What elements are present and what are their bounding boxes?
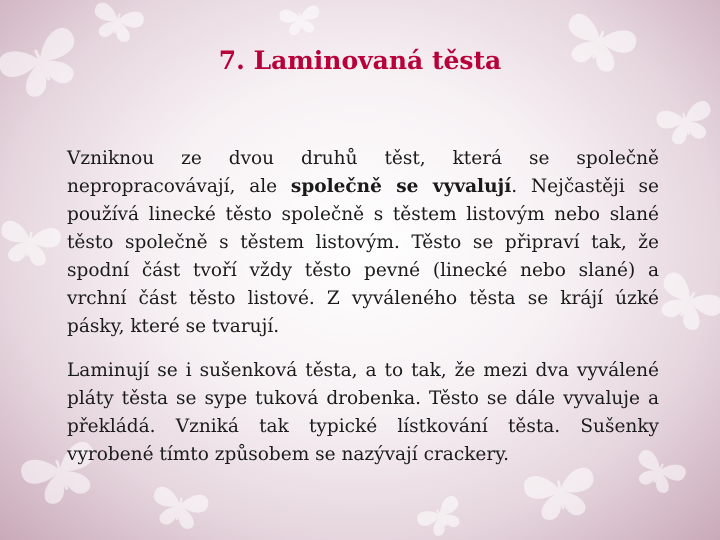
butterfly-icon (279, 5, 322, 37)
butterfly-icon (89, 1, 146, 46)
butterfly-icon (148, 485, 209, 532)
paragraph-2: Laminují se i sušenková těsta, a to tak, že mezi dva vyválené pláty těsta se sype tuková drobenka. Těsto se dále vyvaluje a překládá. Vzniká tak typické lístkování těsta. Sušenky vyrobené tímto způsobem se nazývají crackery. (67, 360, 659, 465)
paragraph-1-text-end: . Nejčastěji se používá linecké těsto společně s těstem listovým nebo slané těsto společně s těstem listovým. Těsto se připraví tak, že spodní část tvoří vždy těsto pevné (linecké nebo slané) a vrchní část těsto listové. Z vyváleného těsta se krájí úzké pásky, které se tvarují. (67, 176, 659, 337)
slide-content (67, 145, 659, 485)
butterfly-icon (415, 494, 469, 540)
butterfly-icon (0, 219, 62, 268)
paragraph-1 (67, 145, 659, 341)
slide-title: 7. Laminovaná těsta (218, 46, 502, 75)
butterfly-icon (649, 269, 720, 339)
butterfly-icon (655, 99, 718, 148)
paragraph-1-emphasis: společně se vyvalují (290, 176, 512, 197)
paragraph-1-text-start: Vzniknou ze dvou druhů těst, která se společně nepropracovávají, ale (67, 148, 659, 197)
